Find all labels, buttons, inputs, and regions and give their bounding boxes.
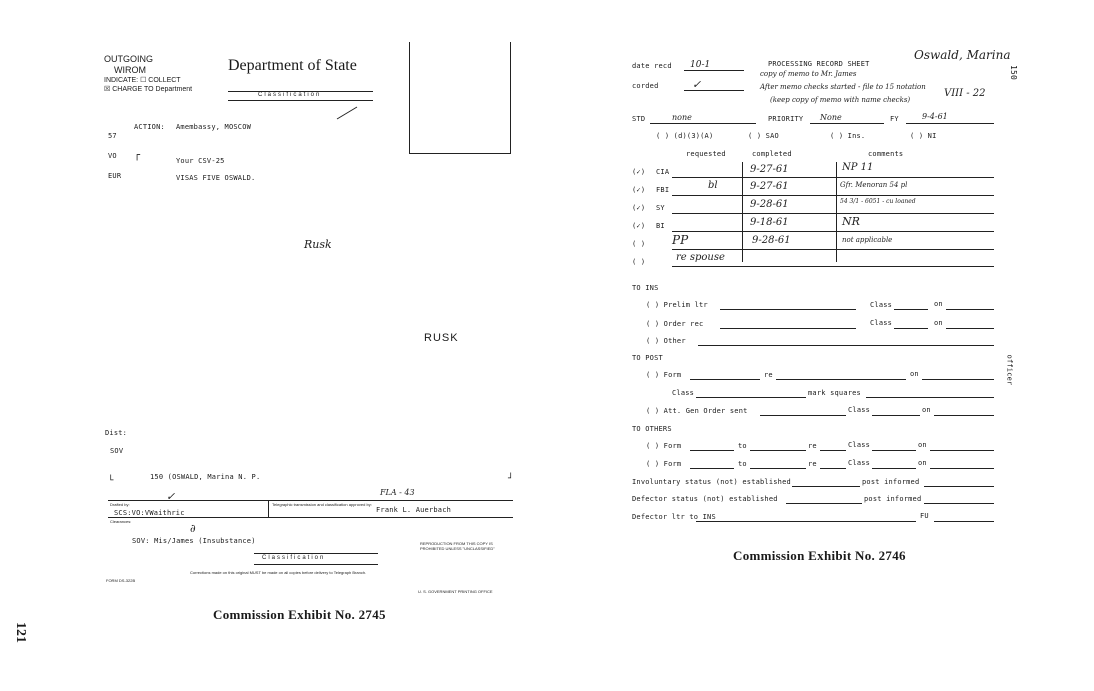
handwritten-scribble-icon: ∂ <box>190 522 196 535</box>
dist-label: Dist: <box>105 429 128 437</box>
corner-mark: └ <box>108 476 114 486</box>
defector-status-label: Defector status (not) established <box>632 495 778 503</box>
viii-note: VIII - 22 <box>944 88 986 99</box>
mark-squares-label: mark squares <box>808 389 861 397</box>
check-comment: NP 11 <box>842 162 874 173</box>
to-label: to <box>738 442 747 450</box>
classification-header: Classification <box>258 92 322 98</box>
class-label: Class <box>870 319 893 327</box>
check-mark: (✓) <box>632 168 646 176</box>
to-ins-label: TO INS <box>632 284 659 292</box>
post-informed-label: post informed <box>864 495 922 503</box>
to-post-label: TO POST <box>632 354 663 362</box>
gpo-note: U. S. GOVERNMENT PRINTING OFFICE <box>418 589 493 594</box>
classification-footer: Classification <box>262 555 326 561</box>
handwritten-note-3: (keep copy of memo with name checks) <box>770 96 911 104</box>
class-label: Class <box>672 389 695 397</box>
action-value: Amembassy, MOSCOW <box>176 123 252 131</box>
charge-to-label: ☒ CHARGE TO Department <box>104 86 193 93</box>
check-label: SY <box>656 204 665 212</box>
processing-title: PROCESSING RECORD SHEET <box>768 60 870 68</box>
oswald-note: Oswald, Marina <box>914 48 1011 62</box>
col-comments: comments <box>868 150 904 158</box>
fy-label: FY <box>890 115 899 123</box>
sov-clearance: SOV: Mis/James (Insubstance) <box>132 537 256 545</box>
bracket-mark: ┌ <box>134 150 141 161</box>
check-mark: ( ) <box>632 240 646 248</box>
post-informed-label: post informed <box>862 478 920 486</box>
rusk-signature: RUSK <box>424 332 459 344</box>
clearances-label: Clearances: <box>110 519 132 524</box>
indicate-label: INDICATE: ☐ COLLECT <box>104 77 181 84</box>
handwritten-initials: Rusk <box>304 238 332 251</box>
drafted-by-label: Drafted by: <box>110 502 130 507</box>
department-title: Department of State <box>228 57 357 74</box>
check-mark: (✓) <box>632 186 646 194</box>
check-label: CIA <box>656 168 670 176</box>
check-mark: (✓) <box>632 222 646 230</box>
eur-label: EUR <box>108 172 122 180</box>
on-label: on <box>934 300 943 308</box>
prelim-row: ( ) Prelim ltr <box>646 301 708 309</box>
exhibit-caption-2745: Commission Exhibit No. 2745 <box>213 607 386 622</box>
exhibit-caption-2746: Commission Exhibit No. 2746 <box>733 548 906 563</box>
std-value: none <box>672 113 692 122</box>
check-completed: 9-18-61 <box>750 217 789 228</box>
option-ins: ( ) Ins. <box>830 132 866 140</box>
outgoing-label: OUTGOING <box>104 54 153 64</box>
option-sao: ( ) SAO <box>748 132 779 140</box>
option-ni: ( ) NI <box>910 132 937 140</box>
subject-text: VISAS FIVE OSWALD. <box>176 174 256 182</box>
handwritten-initials-icon: bl <box>708 180 718 191</box>
dist-value: SOV <box>110 447 124 455</box>
check-completed: 9-28-61 <box>750 199 789 210</box>
form-number: FORM DS-322B <box>106 578 136 583</box>
check-completed: 9-27-61 <box>750 181 789 192</box>
on-label: on <box>934 319 943 327</box>
recorded-label: corded <box>632 82 659 90</box>
action-label: ACTION: <box>134 123 165 131</box>
recorded-value: ✓ <box>692 78 702 91</box>
fla-note: FLA - 43 <box>380 488 415 497</box>
priority-label: PRIORITY <box>768 115 804 123</box>
post-form-row: ( ) Form <box>646 371 682 379</box>
check-label: BI <box>656 222 665 230</box>
check-comment: NR <box>842 215 860 228</box>
to-others-label: TO OTHERS <box>632 425 672 433</box>
code-57: 57 <box>108 132 117 140</box>
class-label: Class <box>848 441 871 449</box>
check-completed: 9-28-61 <box>752 235 791 246</box>
collect-checkbox: ☐ <box>140 77 147 84</box>
check-completed: 9-27-61 <box>750 164 789 175</box>
handwritten-note-2: After memo checks started - file to 15 notation <box>760 83 926 91</box>
involuntary-label: Involuntary status (not) established <box>632 478 791 486</box>
margin-mark: · · · <box>508 87 514 94</box>
order-rec-row: ( ) Order rec <box>646 320 704 328</box>
date-recd-label: date recd <box>632 62 672 70</box>
date-recd-value: 10-1 <box>690 60 711 70</box>
others-form: ( ) Form <box>646 442 682 450</box>
std-label: STD <box>632 115 646 123</box>
check-mark: (✓) <box>632 204 646 212</box>
handwritten-note-1: copy of memo to Mr. James <box>760 70 857 78</box>
corner-mark-right: ┘ <box>508 474 514 484</box>
charge-checkbox: ☒ <box>104 86 111 93</box>
on-label: on <box>910 370 919 378</box>
vo-label: VO <box>108 152 117 160</box>
re-label: re <box>808 460 817 468</box>
check-label: PP <box>672 233 689 247</box>
drafted-by: SCS:VO:VWaithric <box>114 509 185 517</box>
fu-label: FU <box>920 512 929 520</box>
reproduction-notice: REPRODUCTION FROM THIS COPY IS PROHIBITED UNLESS "UNCLASSIFIED" <box>420 541 495 551</box>
other-row: ( ) Other <box>646 337 686 345</box>
side-number: 150 <box>1009 64 1019 81</box>
check-label: FBI <box>656 186 670 194</box>
class-label: Class <box>848 459 871 467</box>
re-label: re <box>808 442 817 450</box>
slash-mark-icon <box>335 105 359 121</box>
defector-ltr-label: Defector ltr to INS <box>632 513 716 521</box>
col-requested: requested <box>686 150 726 158</box>
check-label: re spouse <box>676 252 725 263</box>
reference-text: Your CSV-25 <box>176 157 225 165</box>
check-mark: ( ) <box>632 258 646 266</box>
handwritten-mark-icon: ✓ <box>166 490 176 503</box>
check-comment: not applicable <box>842 236 893 244</box>
file-line: 150 (OSWALD, Marina N. P. <box>150 473 261 481</box>
to-label: to <box>738 460 747 468</box>
class-label: Class <box>848 406 871 414</box>
check-comment: Gfr. Menoran 54 pl <box>840 181 908 189</box>
on-label: on <box>918 459 927 467</box>
re-label: re <box>764 371 773 379</box>
wirom-label: WIROM <box>114 65 146 75</box>
on-label: on <box>922 406 931 414</box>
att-order-row: ( ) Att. Gen Order sent <box>646 407 748 415</box>
fy-value: 9-4-61 <box>922 112 948 121</box>
col-completed: completed <box>752 150 792 158</box>
on-label: on <box>918 441 927 449</box>
page-number: 121 <box>13 622 28 643</box>
others-form: ( ) Form <box>646 460 682 468</box>
option-d3a: ( ) (d)(3)(A) <box>656 132 714 140</box>
class-label: Class <box>870 301 893 309</box>
priority-value: None <box>820 113 842 122</box>
officer-label: officer <box>1005 354 1014 386</box>
telegraphic-label: Telegraphic transmission and classification approved by: <box>272 502 372 507</box>
check-comment: 54 3/1 - 6051 - cu loaned <box>840 198 916 205</box>
corrections-note: Corrections made on this original MUST be made on all copies before delivery to Telegraph Branch. <box>190 570 367 575</box>
approved-by: Frank L. Auerbach <box>376 506 452 514</box>
